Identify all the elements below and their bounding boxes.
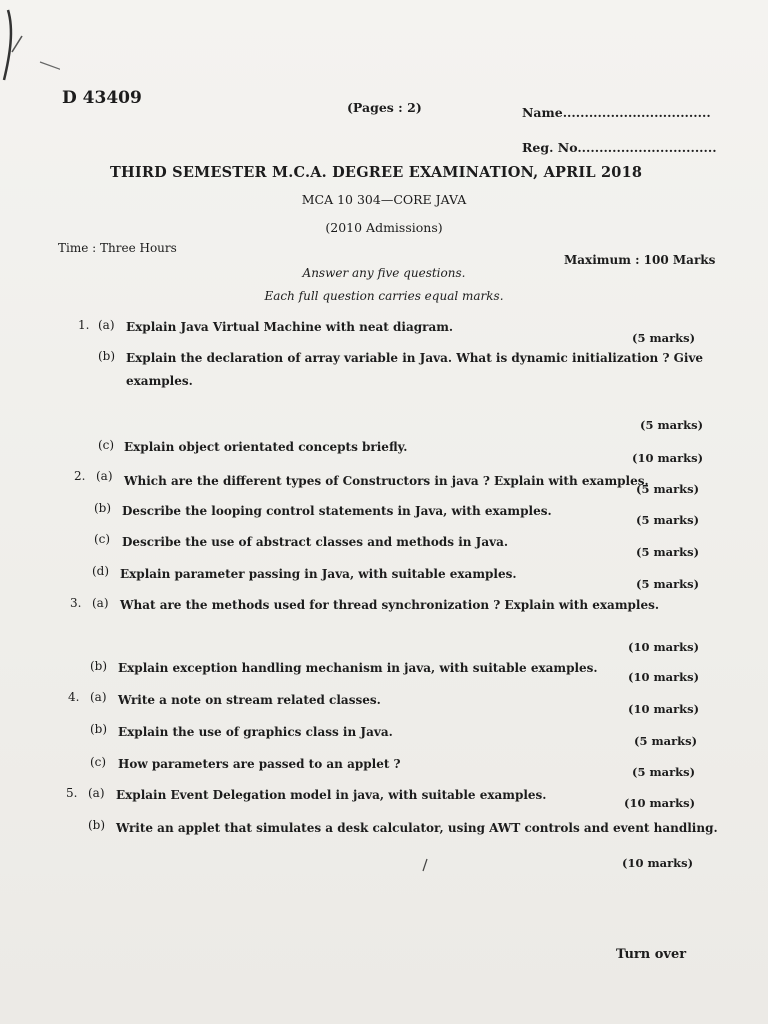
- question-marks: (5 marks): [636, 545, 700, 559]
- question-text: Describe the looping control statements in Java, with examples.: [122, 504, 552, 518]
- question-text: How parameters are passed to an applet ?: [118, 757, 401, 771]
- question-text: What are the methods used for thread synchronization ? Explain with examples.: [120, 598, 660, 612]
- question-text: Explain the use of graphics class in Java.: [118, 725, 393, 739]
- question-part-label: (a): [96, 469, 113, 483]
- name-field-label: Name..................................: [522, 105, 711, 120]
- question-text: Write an applet that simulates a desk calculator, using AWT controls and event handling.: [116, 821, 718, 835]
- question-part-label: (c): [94, 532, 111, 546]
- reg-no-field-label: Reg. No................................: [522, 140, 717, 155]
- question-text: Explain parameter passing in Java, with suitable examples.: [120, 567, 517, 581]
- question-part-label: (b): [98, 349, 116, 363]
- question-marks: (5 marks): [634, 734, 698, 748]
- question-part-label: (b): [90, 659, 108, 673]
- question-text: Explain Java Virtual Machine with neat diagram.: [126, 320, 454, 334]
- pen-mark-tick: [420, 858, 430, 872]
- question-text: Describe the use of abstract classes and methods in Java.: [122, 535, 509, 549]
- question-text: Explain exception handling mechanism in java, with suitable examples.: [118, 661, 598, 675]
- pen-mark-top-left: [0, 0, 60, 90]
- instruction-equal-marks: Each full question carries equal marks.: [264, 289, 504, 303]
- question-marks: (10 marks): [632, 451, 704, 465]
- course-title: MCA 10 304—CORE JAVA: [301, 192, 467, 207]
- question-marks: (5 marks): [636, 513, 700, 527]
- question-number: 1.: [78, 318, 90, 332]
- question-part-label: (a): [98, 318, 115, 332]
- question-part-label: (a): [88, 786, 105, 800]
- question-marks: (5 marks): [632, 765, 696, 779]
- question-marks: (10 marks): [622, 856, 694, 870]
- question-text: Write a note on stream related classes.: [118, 693, 381, 707]
- question-part-label: (b): [90, 722, 108, 736]
- exam-duration: Time : Three Hours: [58, 241, 177, 255]
- question-number: 5.: [66, 786, 78, 800]
- question-marks: (5 marks): [636, 577, 700, 591]
- question-number: 4.: [68, 690, 80, 704]
- page-count: (Pages : 2): [347, 100, 422, 115]
- question-part-label: (b): [94, 501, 112, 515]
- question-text: Which are the different types of Constructors in java ? Explain with examples.: [124, 474, 649, 488]
- question-marks: (10 marks): [628, 640, 700, 654]
- question-marks: (10 marks): [628, 670, 700, 684]
- question-number: 2.: [74, 469, 86, 483]
- question-marks: (5 marks): [640, 418, 704, 432]
- question-marks: (5 marks): [636, 482, 700, 496]
- maximum-marks: Maximum : 100 Marks: [564, 253, 716, 267]
- question-part-label: (a): [92, 596, 109, 610]
- turn-over-note: Turn over: [616, 947, 687, 962]
- question-marks: (10 marks): [628, 702, 700, 716]
- paper-code: D 43409: [62, 88, 142, 108]
- admissions-year: (2010 Admissions): [325, 220, 443, 235]
- question-part-label: (b): [88, 818, 106, 832]
- question-part-label: (c): [98, 438, 115, 452]
- question-text: Explain Event Delegation model in java, with suitable examples.: [116, 788, 547, 802]
- question-part-label: (c): [90, 755, 107, 769]
- question-marks: (10 marks): [624, 796, 696, 810]
- question-text: Explain object orientated concepts briefly.: [124, 440, 408, 454]
- instruction-answer-any: Answer any five questions.: [302, 266, 466, 280]
- question-part-label: (d): [92, 564, 110, 578]
- question-part-label: (a): [90, 690, 107, 704]
- exam-title: THIRD SEMESTER M.C.A. DEGREE EXAMINATION, APRIL 2018: [110, 164, 643, 181]
- question-number: 3.: [70, 596, 82, 610]
- question-text: Explain the declaration of array variable in Java. What is dynamic initialization ? Give: [126, 351, 704, 365]
- question-marks: (5 marks): [632, 331, 696, 345]
- question-text-continued: examples.: [126, 374, 193, 388]
